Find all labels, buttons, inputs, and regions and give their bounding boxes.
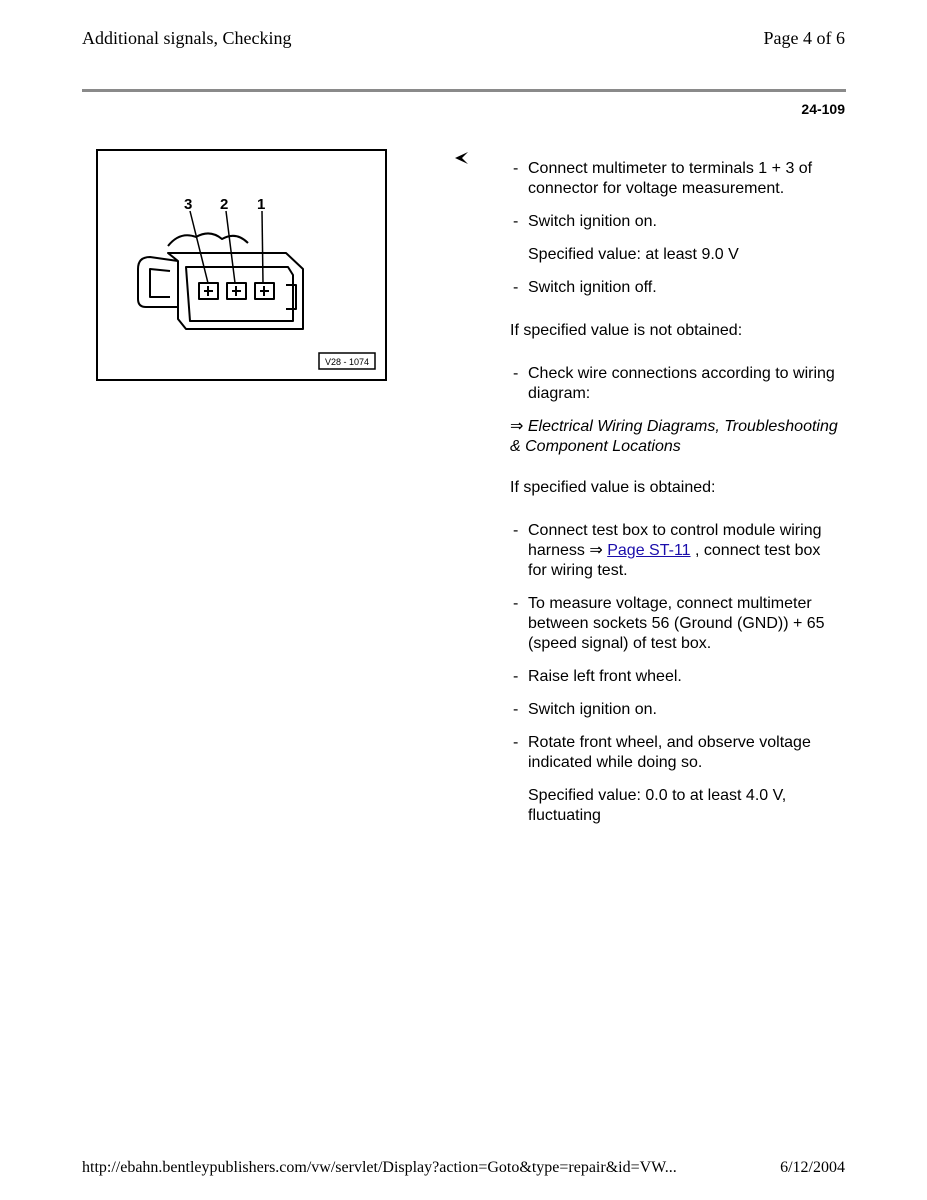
instruction-column [510, 159, 840, 839]
footer-date: 6/12/2004 [780, 1159, 845, 1176]
step-text: Connect multimeter to terminals 1 + 3 of connector for voltage measurement. [528, 160, 813, 197]
connector-illustration [98, 151, 385, 379]
wiring-diagram-reference [510, 417, 840, 457]
step-dash: - [513, 595, 519, 612]
specified-value-b: Specified value: 0.0 to at least 4.0 V, fluctuating [528, 787, 787, 824]
step-dash: - [513, 522, 519, 539]
step-rotate-wheel [510, 733, 840, 773]
page-indicator: Page 4 of 6 [763, 28, 845, 48]
condition-obtained: If specified value is obtained: [510, 479, 716, 496]
step-dash: - [513, 668, 519, 685]
step-text: Connect test box to control module wiring harness ⇒ [528, 522, 822, 559]
step-dash: - [513, 365, 519, 382]
figure-code: V28 - 1074 [324, 357, 370, 367]
step-text: Raise left front wheel. [528, 668, 682, 685]
terminal-label-2: 2 [220, 196, 229, 213]
step-measure-voltage [510, 594, 840, 654]
step-check-wires [510, 364, 840, 404]
step-connect-test-box [510, 521, 840, 581]
reference-text: Electrical Wiring Diagrams, Troubleshooting & Component Locations [510, 418, 838, 455]
footer-url: http://ebahn.bentleypublishers.com/vw/servlet/Display?action=Goto&type=repair&id=VW... [82, 1159, 677, 1176]
step-dash: - [513, 160, 519, 177]
step-text: Check wire connections according to wiring diagram: [528, 365, 835, 402]
step-ignition-on [510, 212, 840, 232]
header-title: Additional signals, Checking [82, 28, 292, 48]
reference-arrow: ⇒ [510, 418, 524, 435]
step-dash: - [513, 701, 519, 718]
step-dash: - [513, 734, 519, 751]
step-dash: - [513, 213, 519, 230]
step-text: Rotate front wheel, and observe voltage indicated while doing so. [528, 734, 811, 771]
terminal-label-1: 1 [257, 196, 266, 213]
header-divider [82, 89, 846, 92]
step-ignition-on-2 [510, 700, 840, 720]
pointer-arrow-icon [452, 150, 470, 171]
section-number: 24-109 [801, 101, 845, 117]
step-text: Switch ignition on. [528, 213, 657, 230]
terminal-label-3: 3 [184, 196, 193, 213]
step-text: Switch ignition off. [528, 279, 657, 296]
step-text-tail: , connect test box for wiring test. [528, 542, 821, 579]
step-connect-multimeter [510, 159, 840, 199]
step-text: To measure voltage, connect multimeter between sockets 56 (Ground (GND)) + 65 (speed signal) of test box. [528, 595, 825, 652]
step-ignition-off [510, 278, 840, 298]
connector-figure [96, 149, 387, 381]
specified-value-a: Specified value: at least 9.0 V [528, 246, 739, 263]
step-raise-wheel [510, 667, 840, 687]
step-dash: - [513, 279, 519, 296]
condition-not-obtained: If specified value is not obtained: [510, 322, 743, 339]
step-text: Switch ignition on. [528, 701, 657, 718]
page-st-11-link[interactable]: Page ST-11 [607, 542, 691, 559]
